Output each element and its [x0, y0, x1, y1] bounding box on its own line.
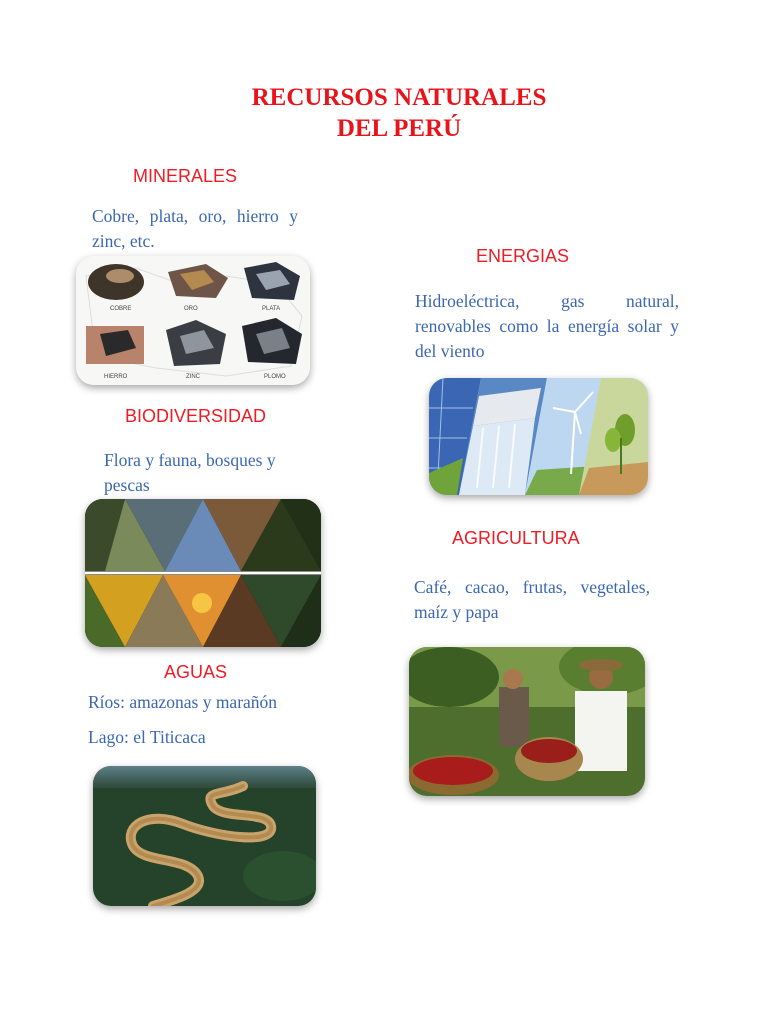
mineral-label-zinc: ZINC [186, 374, 200, 380]
mineral-label-plata: PLATA [262, 306, 281, 312]
minerals-illustration [76, 256, 310, 385]
energias-text: Hidroeléctrica, gas natural, renovables como la energía solar y del viento [415, 291, 679, 361]
agriculture-illustration [409, 647, 645, 796]
river-image [93, 766, 316, 906]
minerales-text: Cobre, plata, oro, hierro y zinc, etc. [92, 206, 298, 251]
biodiversidad-text: Flora y fauna, bosques y pescas [104, 450, 276, 495]
mineral-label-cobre: COBRE [110, 306, 132, 312]
agriculture-image [409, 647, 645, 796]
page-title [0, 82, 768, 144]
biodiversidad-heading: BIODIVERSIDAD [125, 406, 267, 426]
energy-image [429, 378, 648, 495]
biodiversity-illustration [85, 499, 321, 647]
biodiversity-image [85, 499, 321, 647]
title-line-2: DEL PERÚ [336, 115, 462, 142]
aguas-lago-text: Lago: el Titicaca [88, 727, 206, 747]
agricultura-text: Café, cacao, frutas, vegetales, maíz y papa [414, 577, 650, 622]
aguas-rios-text: Ríos: amazonas y marañón [88, 692, 278, 712]
minerals-image [76, 256, 310, 385]
mineral-label-hierro: HIERRO [104, 374, 128, 380]
river-illustration [93, 766, 316, 906]
energy-illustration [429, 378, 648, 495]
energias-heading: ENERGIAS [476, 246, 570, 266]
agricultura-heading: AGRICULTURA [452, 528, 580, 548]
title-line-1: RECURSOS NATURALES [251, 84, 547, 111]
mineral-label-oro: ORO [184, 306, 198, 312]
aguas-heading: AGUAS [164, 662, 228, 682]
mineral-label-plomo: PLOMO [264, 374, 286, 380]
minerales-heading: MINERALES [133, 166, 238, 186]
